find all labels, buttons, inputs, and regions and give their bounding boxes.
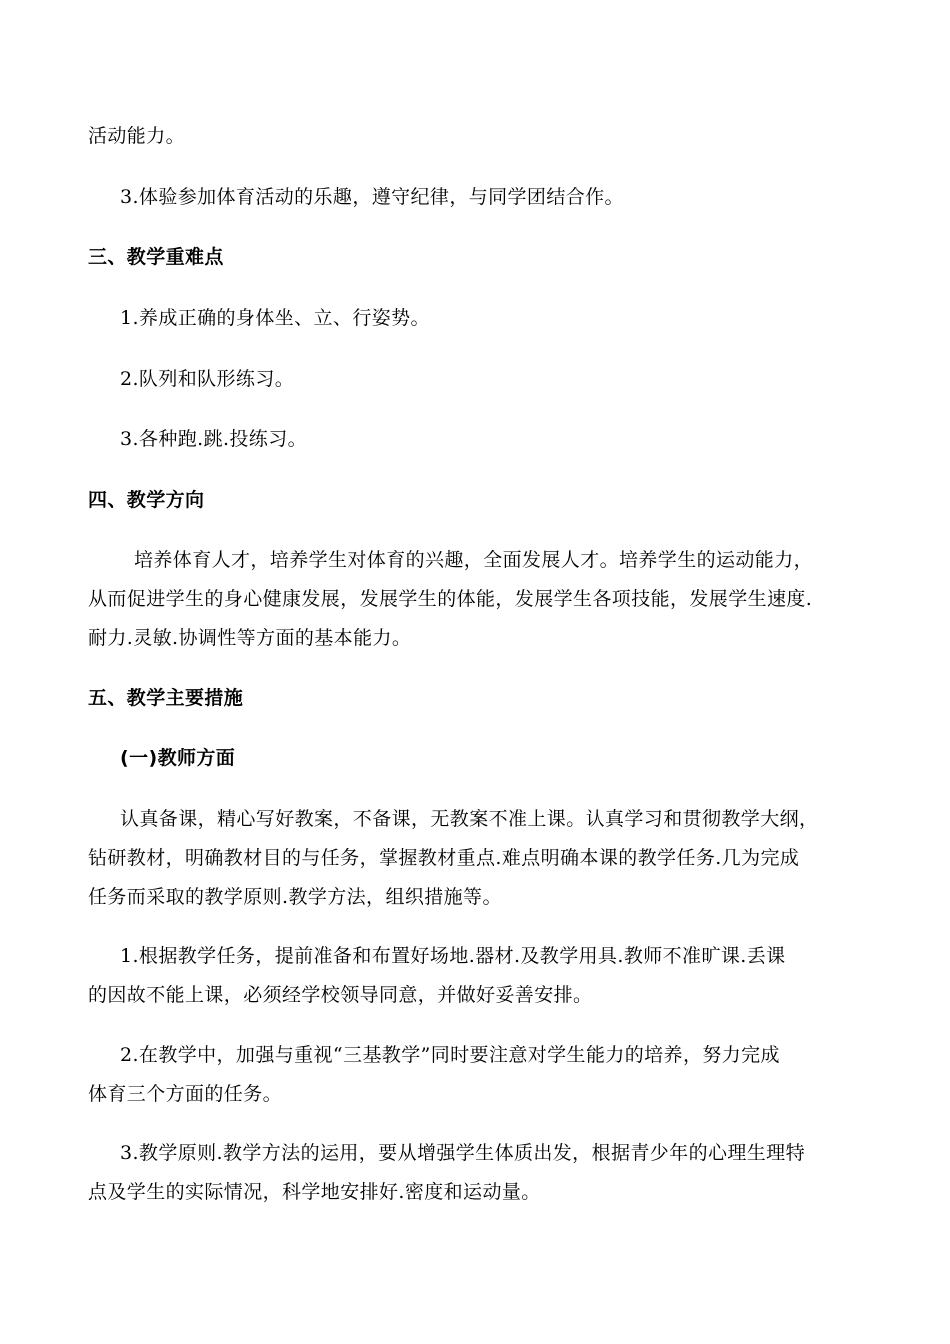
paragraph-line: 认真备课，精心写好教案，不备课，无教案不准上课。认真学习和贯彻教学大纲， <box>120 808 819 830</box>
list-item: 2.在教学中，加强与重视“三基教学”同时要注意对学生能力的培养，努力完成 <box>120 1044 780 1066</box>
paragraph-line: 培养体育人才，培养学生对体育的兴趣，全面发展人才。培养学生的运动能力， <box>134 549 814 571</box>
list-item: 1.养成正确的身体坐、立、行姿势。 <box>120 307 430 329</box>
list-item: 3.教学原则.教学方法的运用，要从增强学生体质出发，根据青少年的心理生理特 <box>120 1142 805 1164</box>
section-heading: 三、教学重难点 <box>88 246 224 268</box>
list-item: 1.根据教学任务，提前准备和布置好场地.器材.及教学用具.教师不准旷课.丢课 <box>120 945 786 967</box>
paragraph-line: 点及学生的实际情况，科学地安排好.密度和运动量。 <box>88 1181 541 1203</box>
section-heading: 四、教学方向 <box>88 489 205 511</box>
list-item: 3.各种跑.跳.投练习。 <box>120 428 308 450</box>
list-item: 3.体验参加体育活动的乐趣，遵守纪律，与同学团结合作。 <box>120 186 624 208</box>
paragraph-line: 活动能力。 <box>88 125 186 147</box>
section-heading: 五、教学主要措施 <box>88 687 244 709</box>
paragraph-line: 从而促进学生的身心健康发展，发展学生的体能，发展学生各项技能，发展学生速度. <box>88 588 813 610</box>
paragraph-line: 耐力.灵敏.协调性等方面的基本能力。 <box>88 627 412 649</box>
paragraph-line: 任务而采取的教学原则.教学方法，组织措施等。 <box>88 886 502 908</box>
paragraph-line: 钻研教材，明确教材目的与任务，掌握教材重点.难点明确本课的教学任务.几为完成 <box>88 847 800 869</box>
paragraph-line: 的因故不能上课，必须经学校领导同意，并做好妥善安排。 <box>88 984 593 1006</box>
paragraph-line: 体育三个方面的任务。 <box>88 1083 283 1105</box>
list-item: 2.队列和队形练习。 <box>120 368 295 390</box>
subsection-heading: (一)教师方面 <box>120 747 236 769</box>
